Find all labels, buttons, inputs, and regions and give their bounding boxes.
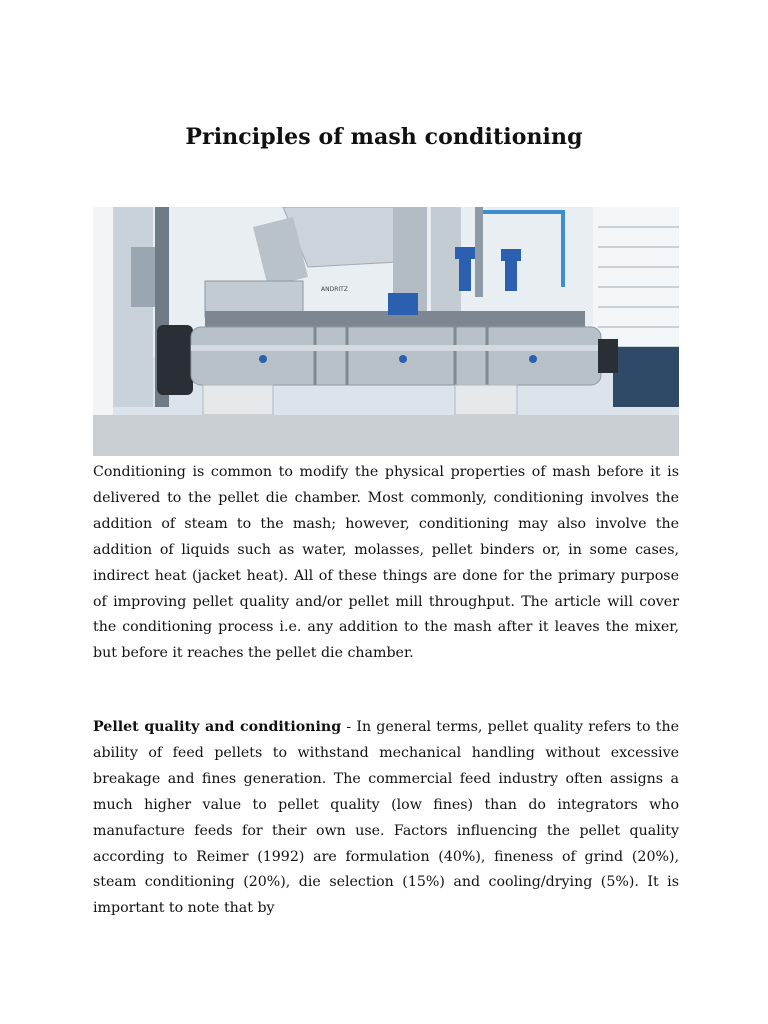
page-title: Principles of mash conditioning [185, 124, 583, 150]
paragraph-pellet-quality [93, 715, 679, 922]
section-body-pellet-quality: - In general terms, pellet quality refers to the ability of feed pellets to withstand mechanical handling without excessive breakage and fines generation. The commercial feed industry often assigns a much higher value to pellet quality (low fines) than do integrators who manufacture feeds for their own use. Factors influencing the pellet quality according to Reimer (1992) are formulation (40%), fineness of grind (20%), steam conditioning (20%), die selection (15%) and cooling/drying (5%). It is important to note that by [93, 719, 679, 917]
section-heading-pellet-quality: Pellet quality and conditioning [93, 719, 342, 735]
conditioner-photo [93, 207, 679, 456]
paragraph-intro: Conditioning is common to modify the physical properties of mash before it is delivered to the pellet die chamber. Most commonly, conditioning involves the addition of steam to the mash; however, conditioning may also involve the addition of liquids such as water, molasses, pellet binders or, in some cases, indirect heat (jacket heat). All of these things are done for the primary purpose of improving pellet quality and/or pellet mill throughput. The article will cover the conditioning process i.e. any addition to the mash after it leaves the mixer, but before it reaches the pellet die chamber. [93, 464, 679, 662]
photo-brand-label: ANDRITZ [321, 286, 348, 293]
conditioner-photo-illustration [93, 207, 679, 456]
